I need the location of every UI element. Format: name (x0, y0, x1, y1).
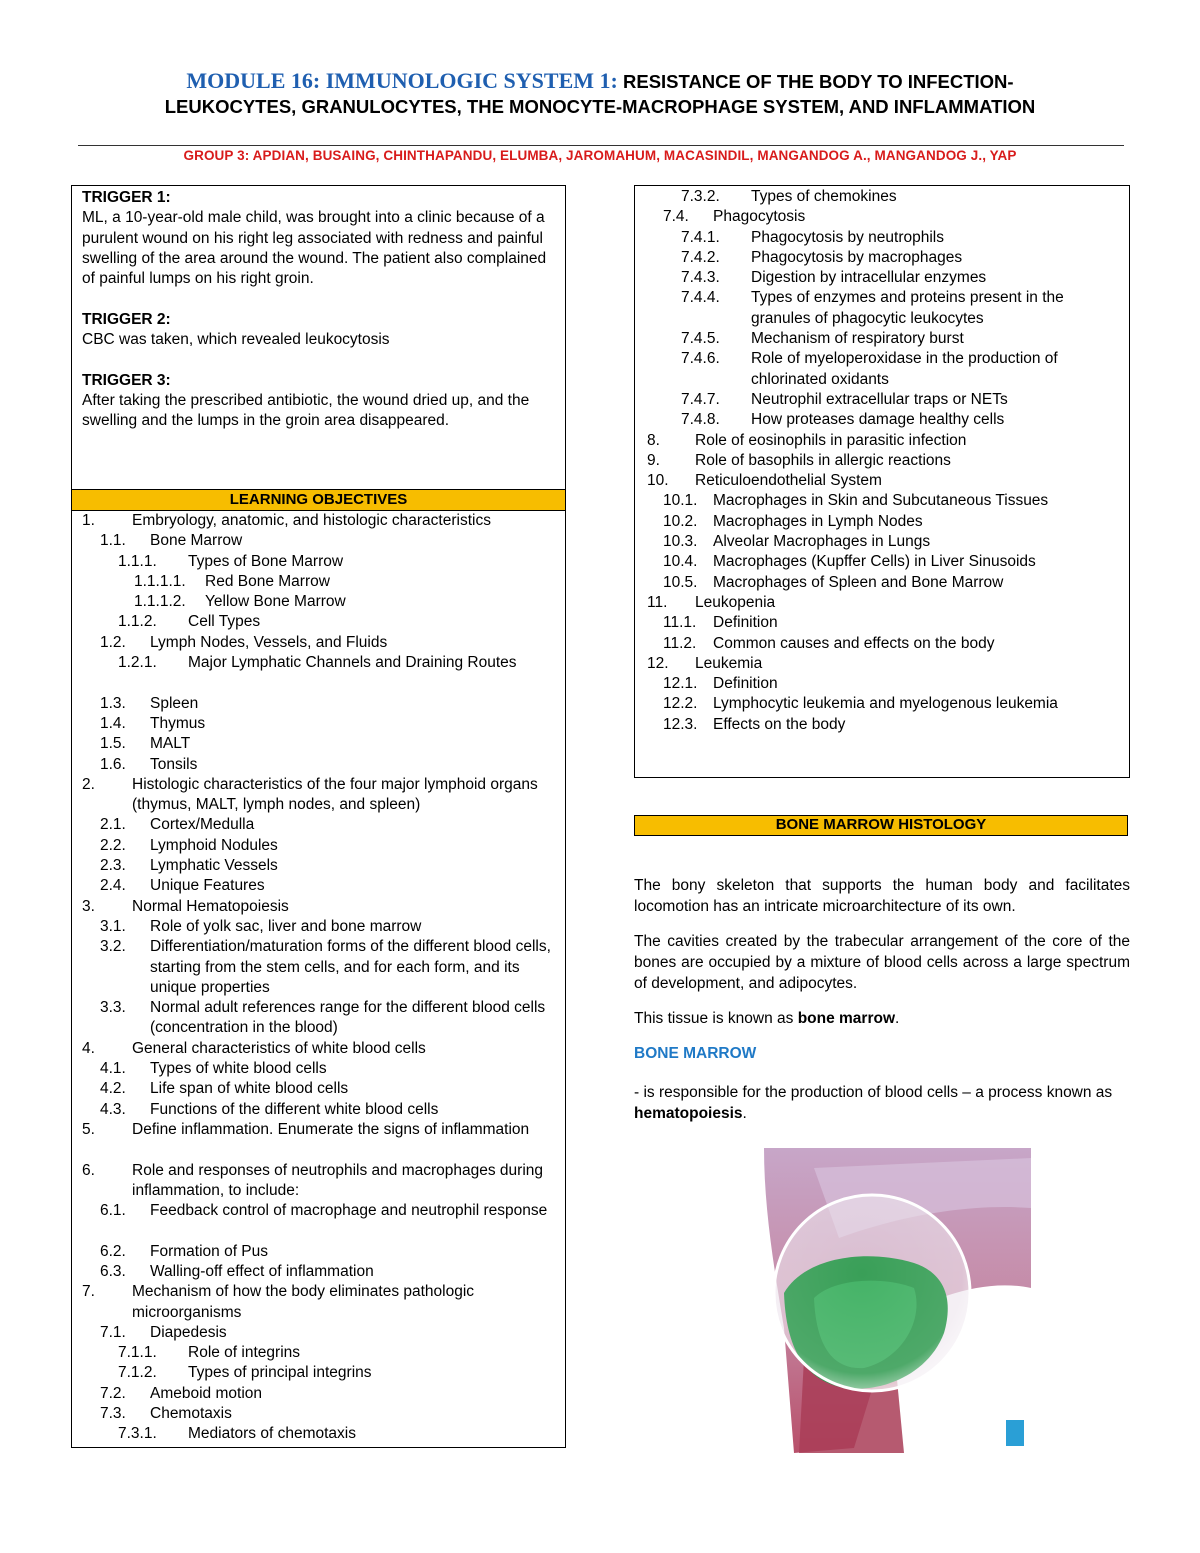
objective-text: Digestion by intracellular enzymes (751, 269, 987, 287)
objective-text: Macrophages in Skin and Subcutaneous Tissues (713, 492, 1049, 510)
objective-number: 1.1.1.2. (134, 593, 186, 611)
objectives-list-left (72, 511, 565, 1445)
objective-text: Effects on the body (713, 715, 846, 733)
objective-item (635, 634, 1129, 654)
objective-item (72, 1424, 565, 1444)
objective-text: Phagocytosis by neutrophils (751, 228, 945, 246)
p3-end: . (895, 1010, 900, 1027)
objective-text: Ameboid motion (150, 1384, 263, 1402)
objective-number: 7.2. (100, 1384, 126, 1402)
objective-text: Role of basophils in allergic reactions (695, 451, 951, 469)
objective-text: Role of yolk sac, liver and bone marrow (150, 917, 422, 935)
objective-item (72, 1201, 565, 1242)
title-rest: RESISTANCE OF THE BODY TO INFECTION- (617, 71, 1014, 92)
module-label: MODULE 16: IMMUNOLOGIC SYSTEM 1: (186, 68, 618, 93)
objective-number: 7.4.4. (681, 289, 720, 307)
objective-number: 6.3. (100, 1262, 126, 1280)
objective-text: Leukemia (695, 654, 763, 672)
objective-text: Phagocytosis by macrophages (751, 248, 963, 266)
objective-text: Role of eosinophils in parasitic infection (695, 431, 967, 449)
objective-number: 11. (647, 593, 668, 611)
objective-item (72, 633, 565, 653)
objective-number: 2. (82, 775, 95, 793)
objective-text: Mediators of chemotaxis (188, 1425, 356, 1443)
objective-text: MALT (150, 735, 191, 753)
objective-number: 7.4.6. (681, 350, 720, 368)
objective-number: 10.5. (663, 573, 698, 591)
histology-text (634, 875, 1130, 1124)
objective-number: 8. (647, 431, 660, 449)
objective-number: 9. (647, 451, 660, 469)
objective-number: 1.1.1.1. (134, 572, 186, 590)
objective-number: 6. (82, 1161, 95, 1179)
objective-item (72, 1262, 565, 1282)
objective-text: How proteases damage healthy cells (751, 411, 1005, 429)
objective-number: 1.2. (100, 633, 126, 651)
objective-number: 7.1. (100, 1323, 126, 1341)
objective-item (635, 512, 1129, 532)
objective-item (72, 1059, 565, 1079)
objective-item (635, 329, 1129, 349)
objective-item (635, 674, 1129, 694)
objective-item (72, 531, 565, 551)
objective-number: 4.3. (100, 1100, 126, 1118)
objective-number: 2.2. (100, 836, 126, 854)
objective-item (72, 1161, 565, 1202)
triggers-objectives-box (71, 185, 566, 1448)
objective-text: Types of enzymes and proteins present in the granules of phagocytic leukocytes (751, 289, 1064, 327)
objective-text: Cell Types (188, 613, 261, 631)
objective-number: 1.2.1. (118, 654, 157, 672)
objective-number: 2.3. (100, 857, 126, 875)
objective-text: Lymph Nodes, Vessels, and Fluids (150, 633, 388, 651)
objective-item (635, 187, 1129, 207)
bone-marrow-term: bone marrow (797, 1010, 896, 1027)
objective-item (72, 653, 565, 694)
histology-paragraph-1: The bony skeleton that supports the human body and facilitates locomotion has an intricate microarchitecture of its own. (634, 877, 1130, 915)
objective-item (72, 937, 565, 998)
objective-text: Role and responses of neutrophils and macrophages during inflammation, to include: (132, 1161, 544, 1199)
objective-item (72, 1323, 565, 1343)
objective-item (635, 431, 1129, 451)
objective-item (72, 1100, 565, 1120)
objective-text: Yellow Bone Marrow (205, 593, 346, 611)
objectives-box-continued (634, 185, 1130, 778)
objective-number: 5. (82, 1120, 95, 1138)
objective-number: 7.4.5. (681, 330, 720, 348)
definition-end: . (742, 1105, 747, 1122)
objective-text: Neutrophil extracellular traps or NETs (751, 390, 1008, 408)
objective-text: Feedback control of macrophage and neutrophil response (150, 1202, 548, 1220)
hematopoiesis-term: hematopoiesis (634, 1105, 743, 1122)
objective-item (635, 349, 1129, 390)
trigger-1-text: ML, a 10-year-old male child, was brought into a clinic because of a purulent wound on his right leg associated with redness and painful swelling of the area around the wound. The patient also complained of painful lumps on his right groin. (82, 209, 547, 288)
trigger-2-label: TRIGGER 2: (82, 310, 171, 328)
bone-marrow-subheading: BONE MARROW (634, 1045, 757, 1062)
objective-item (72, 511, 565, 531)
objective-text: Formation of Pus (150, 1242, 269, 1260)
objective-text: Common causes and effects on the body (713, 634, 995, 652)
objective-number: 12.3. (663, 715, 698, 733)
objective-item (72, 856, 565, 876)
objective-number: 7.1.2. (118, 1364, 157, 1382)
objective-number: 10.4. (663, 553, 698, 571)
p3-text: This tissue is known as (634, 1010, 798, 1027)
objective-item (635, 268, 1129, 288)
objective-text: Normal Hematopoiesis (132, 897, 289, 915)
objective-item (72, 714, 565, 734)
objective-text: Macrophages in Lymph Nodes (713, 512, 923, 530)
objective-item (635, 207, 1129, 227)
objective-number: 3.2. (100, 938, 126, 956)
watermark-logo (1006, 1420, 1024, 1446)
objective-text: Tonsils (150, 755, 198, 773)
histology-paragraph-3 (634, 1008, 1130, 1029)
objective-item (635, 715, 1129, 735)
objective-number: 10.1. (663, 492, 698, 510)
objective-item (635, 288, 1129, 329)
objective-text: Histologic characteristics of the four major lymphoid organs (thymus, MALT, lymph nodes, and spleen) (132, 775, 538, 814)
objective-text: Normal adult references range for the different blood cells (concentration in the blood) (150, 999, 546, 1037)
objective-item (72, 1039, 565, 1059)
objective-number: 1.1.1. (118, 552, 157, 570)
objective-text: Mechanism of respiratory burst (751, 330, 964, 348)
document-title (0, 68, 1200, 119)
group-members: GROUP 3: APDIAN, BUSAING, CHINTHAPANDU, ELUMBA, JAROMAHUM, MACASINDIL, MANGANDOG A., MANGANDOG J., YAP (183, 148, 1017, 163)
objective-number: 1.1. (100, 532, 126, 550)
objective-text: Unique Features (150, 877, 265, 895)
objective-text: General characteristics of white blood cells (132, 1039, 426, 1057)
objective-text: Walling-off effect of inflammation (150, 1262, 374, 1280)
objective-item (72, 1120, 565, 1161)
objective-text: Alveolar Macrophages in Lungs (713, 533, 931, 551)
objective-text: Types of white blood cells (150, 1060, 327, 1078)
trigger-1-label: TRIGGER 1: (82, 189, 171, 206)
trigger-3-label: TRIGGER 3: (82, 371, 171, 389)
objective-text: Major Lymphatic Channels and Draining Routes (188, 654, 517, 672)
objective-item (635, 390, 1129, 410)
objective-item (635, 573, 1129, 593)
objective-text: Leukopenia (695, 593, 776, 611)
objective-number: 3.1. (100, 917, 126, 935)
objective-item (72, 552, 565, 572)
objective-number: 1.6. (100, 755, 126, 773)
objective-text: Types of principal integrins (188, 1364, 372, 1382)
trigger-2-text: CBC was taken, which revealed leukocytosis (82, 331, 390, 349)
objective-text: Embryology, anatomic, and histologic characteristics (132, 512, 491, 529)
objective-text: Definition (713, 675, 778, 693)
objective-number: 7.4.3. (681, 269, 720, 287)
objective-text: Definition (713, 614, 778, 632)
objective-number: 7.3.1. (118, 1425, 157, 1443)
objective-text: Diapedesis (150, 1323, 227, 1341)
objective-item (72, 1079, 565, 1099)
objective-item (72, 592, 565, 612)
objective-number: 4.2. (100, 1080, 126, 1098)
objective-text: Phagocytosis (713, 208, 806, 226)
objective-number: 11.1. (663, 614, 697, 632)
objective-number: 6.2. (100, 1242, 126, 1260)
objective-item (72, 1384, 565, 1404)
bone-marrow-histology-heading: BONE MARROW HISTOLOGY (634, 815, 1128, 836)
objective-item (635, 451, 1129, 471)
objective-item (635, 552, 1129, 572)
objective-text: Life span of white blood cells (150, 1080, 349, 1098)
objective-item (72, 775, 565, 816)
objective-number: 4. (82, 1039, 95, 1057)
objective-item (635, 532, 1129, 552)
objective-text: Lymphoid Nodules (150, 836, 278, 854)
objective-number: 3. (82, 897, 95, 915)
objective-item (72, 694, 565, 714)
objective-number: 7.4.2. (681, 248, 720, 266)
objective-item (72, 612, 565, 632)
objective-number: 7. (82, 1283, 95, 1301)
objective-number: 10.2. (663, 512, 698, 530)
objective-text: Red Bone Marrow (205, 572, 330, 590)
objective-number: 12.1. (663, 675, 698, 693)
objective-text: Thymus (150, 714, 206, 732)
objective-number: 7.4.1. (681, 228, 720, 246)
learning-objectives-heading: LEARNING OBJECTIVES (72, 489, 565, 511)
objective-item (72, 1363, 565, 1383)
objective-number: 11.2. (663, 634, 697, 652)
objective-item (635, 613, 1129, 633)
triggers-section (72, 186, 565, 489)
objective-number: 12.2. (663, 695, 698, 713)
objective-text: Role of integrins (188, 1344, 301, 1362)
objective-number: 3.3. (100, 999, 126, 1017)
objective-item (72, 836, 565, 856)
objective-text: Role of myeloperoxidase in the production of chlorinated oxidants (751, 350, 1058, 388)
header-rule (78, 145, 1124, 146)
objective-item (635, 471, 1129, 491)
objective-text: Lymphocytic leukemia and myelogenous leukemia (713, 695, 1058, 713)
objective-number: 6.1. (100, 1202, 126, 1220)
objective-number: 2.1. (100, 816, 126, 834)
objective-text: Types of chemokines (751, 188, 897, 205)
objective-item (635, 694, 1129, 714)
trigger-3-text: After taking the prescribed antibiotic, the wound dried up, and the swelling and the lumps in the groin area disappeared. (82, 391, 530, 430)
objective-item (635, 491, 1129, 511)
objective-item (72, 998, 565, 1039)
objective-item (72, 1282, 565, 1323)
objective-item (635, 410, 1129, 430)
objective-text: Mechanism of how the body eliminates pathologic microorganisms (132, 1283, 475, 1321)
objective-text: Functions of the different white blood cells (150, 1100, 439, 1118)
objective-number: 12. (647, 654, 669, 672)
objective-item (72, 734, 565, 754)
objective-text: Chemotaxis (150, 1405, 232, 1423)
objective-text: Spleen (150, 694, 199, 712)
objective-text: Define inflammation. Enumerate the signs of inflammation (132, 1120, 530, 1138)
objective-text: Types of Bone Marrow (188, 552, 344, 570)
objective-number: 1.4. (100, 714, 126, 732)
bone-marrow-histology-image (744, 1148, 1031, 1453)
objective-text: Differentiation/maturation forms of the different blood cells, starting from the stem cells, and for each form, and its unique properties (150, 938, 551, 996)
objective-item (635, 228, 1129, 248)
objective-number: 7.1.1. (118, 1344, 157, 1362)
title-line-2: LEUKOCYTES, GRANULOCYTES, THE MONOCYTE-MACROPHAGE SYSTEM, AND INFLAMMATION (164, 96, 1036, 117)
objective-number: 4.1. (100, 1060, 126, 1078)
objective-number: 1.5. (100, 735, 126, 753)
objective-item (72, 917, 565, 937)
objective-number: 10. (647, 472, 669, 490)
objective-number: 7.4.8. (681, 411, 720, 429)
objective-item (635, 248, 1129, 268)
objective-number: 7.4. (663, 208, 689, 226)
objectives-list-right (635, 187, 1129, 735)
objective-text: Reticuloendothelial System (695, 472, 882, 490)
objective-text: Cortex/Medulla (150, 816, 255, 834)
bone-marrow-definition (634, 1082, 1130, 1124)
objective-text: Macrophages (Kupffer Cells) in Liver Sinusoids (713, 553, 1036, 571)
objective-text: Macrophages of Spleen and Bone Marrow (713, 573, 1004, 591)
objective-number: 1. (82, 512, 95, 529)
objective-item (72, 876, 565, 896)
objective-number: 2.4. (100, 877, 126, 895)
objective-item (72, 1242, 565, 1262)
objective-text: Bone Marrow (150, 532, 243, 550)
objective-item (72, 815, 565, 835)
objective-item (635, 654, 1129, 674)
objective-number: 7.3.2. (681, 188, 720, 205)
objective-text: Lymphatic Vessels (150, 857, 278, 875)
objective-item (72, 572, 565, 592)
histology-paragraph-2: The cavities created by the trabecular arrangement of the core of the bones are occupied by a mixture of blood cells across a large spectrum of development, and adipocytes. (634, 933, 1130, 992)
objective-number: 1.1.2. (118, 613, 157, 631)
objective-number: 1.3. (100, 694, 126, 712)
objective-item (72, 897, 565, 917)
objective-item (72, 755, 565, 775)
objective-number: 7.4.7. (681, 390, 720, 408)
objective-item (72, 1343, 565, 1363)
objective-item (72, 1404, 565, 1424)
objective-number: 7.3. (100, 1405, 126, 1423)
definition-text: - is responsible for the production of blood cells – a process known as (634, 1084, 1113, 1101)
objective-number: 10.3. (663, 533, 698, 551)
objective-item (635, 593, 1129, 613)
